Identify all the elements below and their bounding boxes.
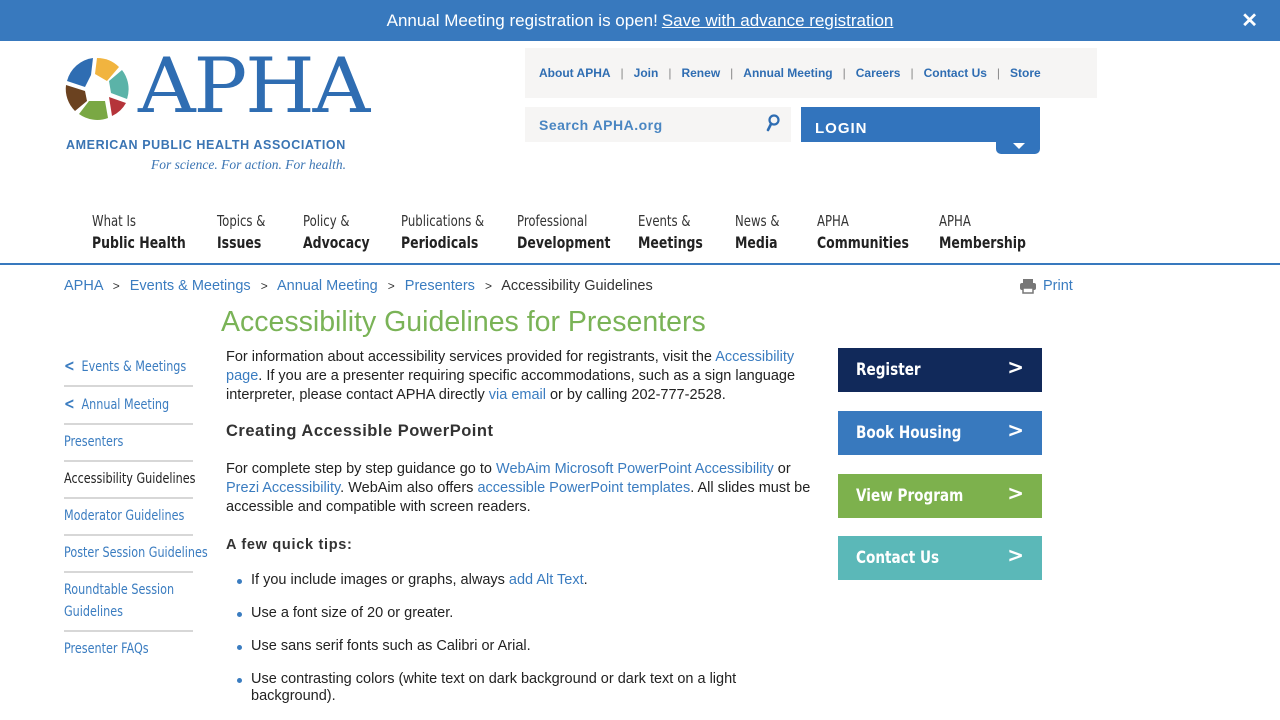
divider: |	[996, 66, 1001, 80]
close-icon[interactable]: ✕	[1241, 10, 1258, 32]
utility-link-join[interactable]: Join	[633, 66, 659, 80]
nav-item-bottom: Meetings	[638, 233, 703, 252]
nav-item-bottom: Communities	[817, 233, 909, 252]
book-housing-button[interactable]	[838, 411, 1042, 455]
side-nav-item-roundtable-session[interactable]: Roundtable Session Guidelines	[64, 573, 193, 632]
accessibility-page-link[interactable]: Accessibility page	[226, 349, 795, 384]
nav-item-top: News &	[735, 212, 780, 230]
side-nav-item-events-meetings[interactable]	[64, 349, 193, 387]
divider: |	[910, 66, 914, 80]
chevron-right-icon: >	[1007, 481, 1024, 505]
chevron-left-icon: <	[64, 394, 75, 413]
contact-us-button[interactable]	[838, 536, 1042, 580]
chevron-right-icon: >	[1007, 355, 1024, 379]
side-nav-item-annual-meeting[interactable]	[64, 387, 193, 425]
intro-paragraph: For information about accessibility services provided for registrants, visit the Accessibility page. If you are a presenter requiring specific accommodations, such as a sign language interpreter, please contact APHA directly via email or by calling 202-777-2528.	[226, 349, 796, 403]
nav-item-bottom: Periodicals	[401, 233, 479, 252]
nav-item-bottom: Development	[517, 233, 611, 252]
divider: |	[620, 66, 624, 80]
nav-item-bottom: Public Health	[92, 233, 186, 252]
nav-divider	[0, 263, 1280, 265]
print-button[interactable]	[1019, 278, 1073, 294]
nav-item-top: Professional	[517, 212, 588, 230]
list-item: Use sans serif fonts such as Calibri or Arial.	[226, 638, 818, 655]
main-content	[226, 348, 818, 720]
list-item: Use contrasting colors (white text on dark background or dark text on a light background).	[226, 671, 818, 705]
side-nav-item-presenters[interactable]: Presenters	[64, 425, 193, 462]
nav-item-publications[interactable]	[401, 211, 484, 253]
nav-item-bottom: Media	[735, 233, 778, 252]
breadcrumb-link-apha[interactable]: APHA	[64, 278, 103, 294]
search-input[interactable]	[539, 117, 759, 133]
login-dropdown-toggle[interactable]	[996, 140, 1040, 154]
side-nav-item-poster-session[interactable]: Poster Session Guidelines	[64, 536, 193, 573]
nav-item-policy-advocacy[interactable]	[303, 211, 370, 253]
nav-item-professional-development[interactable]	[517, 211, 611, 253]
apha-logo[interactable]	[64, 41, 369, 176]
breadcrumb-separator: >	[112, 279, 120, 293]
breadcrumb-separator: >	[484, 279, 492, 293]
chevron-left-icon: <	[64, 356, 75, 375]
banner-registration-link[interactable]: Save with advance registration	[661, 10, 894, 30]
side-nav-item-presenter-faqs[interactable]: Presenter FAQs	[64, 641, 149, 657]
utility-link-careers[interactable]: Careers	[855, 66, 901, 80]
nav-item-public-health[interactable]	[92, 211, 186, 253]
list-item: Use a font size of 20 or greater.	[226, 605, 818, 622]
powerpoint-paragraph: For complete step by step guidance go to WebAim Microsoft PowerPoint Accessibility or Prezi Accessibility. WebAim also offers accessible PowerPoint templates. All slides must be accessible and compatible with screen readers.	[226, 461, 811, 515]
view-program-button[interactable]	[838, 474, 1042, 518]
logo-wordmark: APHA	[138, 41, 369, 130]
nav-item-topics-issues[interactable]	[217, 211, 265, 253]
caret-down-icon	[1013, 143, 1025, 149]
nav-item-top: Topics &	[217, 212, 266, 230]
tips-list	[226, 572, 818, 705]
side-nav	[64, 349, 208, 667]
search-icon[interactable]	[765, 114, 781, 132]
printer-icon	[1019, 278, 1037, 294]
prezi-accessibility-link[interactable]: Prezi Accessibility	[226, 480, 341, 496]
section-heading-powerpoint: Creating Accessible PowerPoint	[226, 422, 494, 440]
nav-item-membership[interactable]	[939, 211, 1026, 253]
nav-item-communities[interactable]	[817, 211, 909, 253]
banner-text: Annual Meeting registration is open!	[386, 10, 658, 30]
breadcrumb-link-annual-meeting[interactable]: Annual Meeting	[276, 278, 378, 294]
tips-heading: A few quick tips:	[226, 537, 353, 553]
cta-label: View Program	[856, 486, 964, 506]
nav-item-bottom: Issues	[217, 233, 262, 252]
register-button[interactable]	[838, 348, 1042, 392]
nav-item-top: What Is	[92, 212, 137, 230]
alt-text-link[interactable]: add Alt Text	[508, 572, 584, 588]
nav-item-top: APHA	[939, 212, 971, 230]
via-email-link[interactable]: via email	[488, 387, 546, 403]
nav-item-top: APHA	[817, 212, 849, 230]
breadcrumb-separator: >	[387, 279, 395, 293]
nav-item-top: Policy &	[303, 212, 350, 230]
utility-link-renew[interactable]: Renew	[681, 66, 721, 80]
logo-org-name: AMERICAN PUBLIC HEALTH ASSOCIATION	[66, 138, 346, 152]
side-nav-item-accessibility-guidelines[interactable]: Accessibility Guidelines	[64, 462, 193, 499]
nav-item-bottom: Advocacy	[303, 233, 370, 252]
utility-nav	[525, 48, 1097, 98]
main-nav	[0, 207, 1280, 265]
logo-tagline: For science. For action. For health.	[151, 157, 346, 172]
cta-label: Contact Us	[856, 548, 940, 568]
nav-item-top: Events &	[638, 212, 691, 230]
nav-item-bottom: Membership	[939, 233, 1026, 252]
nav-item-top: Publications &	[401, 212, 485, 230]
nav-item-events-meetings[interactable]	[638, 211, 703, 253]
chevron-right-icon: >	[1007, 543, 1024, 567]
utility-link-contact[interactable]: Contact Us	[923, 66, 987, 80]
search-box	[525, 107, 791, 142]
list-item: If you include images or graphs, always add Alt Text.	[226, 572, 818, 589]
powerpoint-templates-link[interactable]: accessible PowerPoint templates	[477, 480, 691, 496]
chevron-right-icon: >	[1007, 418, 1024, 442]
side-nav-item-moderator-guidelines[interactable]: Moderator Guidelines	[64, 499, 193, 536]
divider: |	[842, 66, 846, 80]
breadcrumb-separator: >	[260, 279, 268, 293]
breadcrumb-link-events[interactable]: Events & Meetings	[129, 278, 251, 294]
cta-label: Book Housing	[856, 423, 962, 443]
nav-item-news-media[interactable]	[735, 211, 779, 253]
divider: |	[668, 66, 672, 80]
announcement-banner	[0, 0, 1280, 41]
divider: |	[730, 66, 734, 80]
print-label: Print	[1043, 278, 1073, 294]
utility-link-annual-meeting[interactable]: Annual Meeting	[743, 66, 833, 80]
breadcrumb	[64, 278, 653, 294]
utility-link-store[interactable]: Store	[1010, 66, 1041, 80]
side-nav-label: Annual Meeting	[81, 397, 170, 413]
breadcrumb-current: Accessibility Guidelines	[501, 278, 653, 294]
utility-link-about[interactable]: About APHA	[539, 66, 611, 80]
side-nav-label: Events & Meetings	[81, 359, 187, 375]
webaim-powerpoint-link[interactable]: WebAim Microsoft PowerPoint Accessibility	[496, 461, 774, 477]
login-button[interactable]: LOGIN	[801, 107, 1040, 142]
cta-label: Register	[856, 360, 921, 380]
breadcrumb-link-presenters[interactable]: Presenters	[404, 278, 475, 294]
logo-mark-icon	[64, 56, 130, 122]
page-title: Accessibility Guidelines for Presenters	[221, 306, 706, 338]
